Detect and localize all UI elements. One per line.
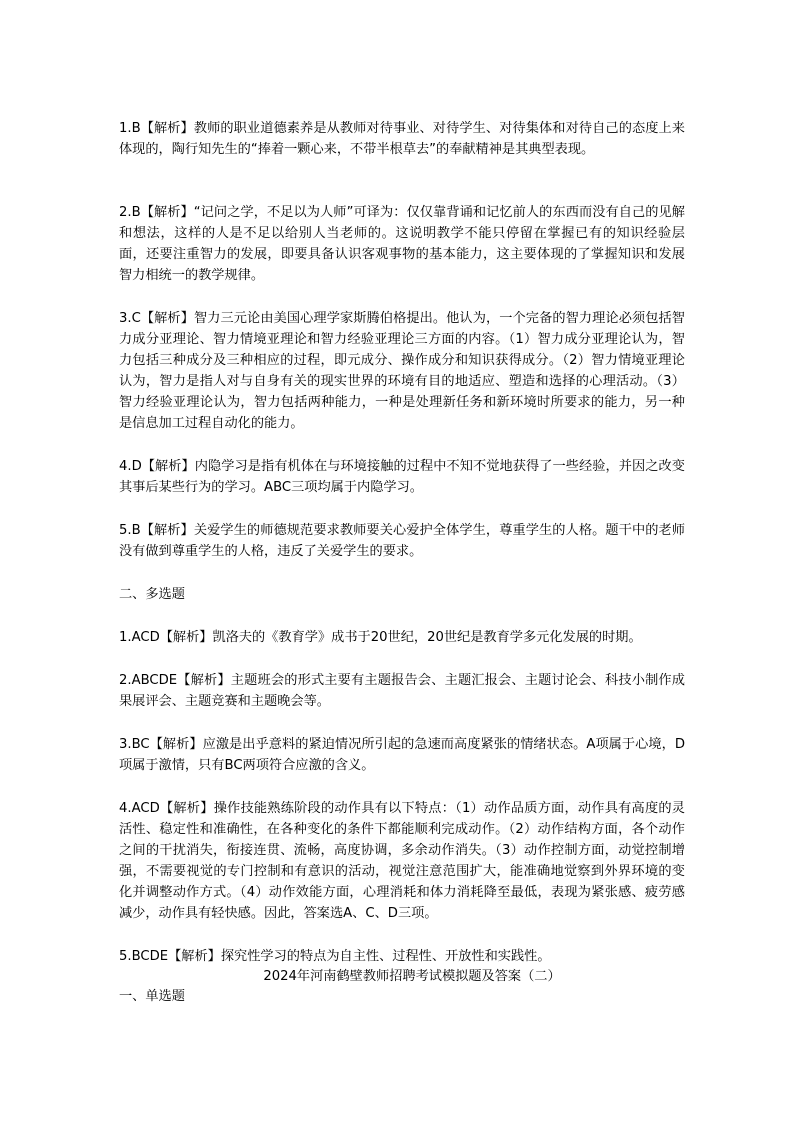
answer-single-2: 2.B【解析】“记问之学，不足以为人师”可译为：仅仅靠背诵和记忆前人的东西而没有自己的见解和想法，这样的人是不足以给别人当老师的。这说明教学不能只停留在掌握已有的知识经验层面，还要注重智力的发展，即要具备认识客观事物的基本能力，这主要体现的了掌握知识和发展智力相统一的教学规律。 — [119, 205, 685, 283]
section-heading-multi: 二、多选题 — [119, 587, 185, 602]
answer-multi-5: 5.BCDE【解析】探究性学习的特点为自主性、过程性、开放性和实践性。 — [119, 949, 551, 964]
answer-single-4: 4.D【解析】内隐学习是指有机体在与环境接触的过程中不知不觉地获得了一些经验，并因之改变其事后某些行为的学习。ABC三项均属于内隐学习。 — [119, 459, 685, 495]
answer-multi-3: 3.BC【解析】应激是出乎意料的紧迫情况所引起的急速而高度紧张的情绪状态。A项属于心境，D项属于激情，只有BC两项符合应激的含义。 — [119, 737, 685, 773]
section-heading-single: 一、单选题 — [119, 989, 185, 1004]
next-exam-title: 2024年河南鹤壁教师招聘考试模拟题及答案（二） — [263, 969, 561, 984]
answer-single-3: 3.C【解析】智力三元论由美国心理学家斯腾伯格提出。他认为，一个完备的智力理论必须包括智力成分亚理论、智力情境亚理论和智力经验亚理论三方面的内容。（1）智力成分亚理论认为，智力包括三种成分及三种相应的过程，即元成分、操作成分和知识获得成分。（2）智力情境亚理论认为，智力是指人对与自身有关的现实世界的环境有目的地适应、塑造和选择的心理活动。（3）智力经验亚理论认为，智力包括两种能力，一种是处理新任务和新环境时所要求的能力，另一种是信息加工过程自动化的能力。 — [119, 311, 685, 431]
document-content — [119, 118, 685, 1007]
answer-single-5: 5.B【解析】关爱学生的师德规范要求教师要关心爱护全体学生，尊重学生的人格。题干中的老师没有做到尊重学生的人格，违反了关爱学生的要求。 — [119, 523, 685, 559]
answer-multi-4: 4.ACD【解析】操作技能熟练阶段的动作具有以下特点：（1）动作品质方面，动作具有高度的灵活性、稳定性和准确性，在各种变化的条件下都能顺利完成动作。（2）动作结构方面，各个动作之间的干扰消失，衔接连贯、流畅，高度协调，多余动作消失。（3）动作控制方面，动觉控制增强，不需要视觉的专门控制和有意识的活动，视觉注意范围扩大，能准确地觉察到外界环境的变化并调整动作方式。（4）动作效能方面，心理消耗和体力消耗降至最低，表现为紧张感、疲劳感减少，动作具有轻快感。因此，答案选A、C、D三项。 — [119, 801, 685, 921]
answer-multi-2: 2.ABCDE【解析】主题班会的形式主要有主题报告会、主题汇报会、主题讨论会、科技小制作成果展评会、主题竞赛和主题晚会等。 — [119, 673, 685, 709]
answer-multi-1: 1.ACD【解析】凯洛夫的《教育学》成书于20世纪，20世纪是教育学多元化发展的时期。 — [119, 630, 642, 645]
answer-single-1: 1.B【解析】教师的职业道德素养是从教师对待事业、对待学生、对待集体和对待自己的态度上来体现的，陶行知先生的“捧着一颗心来，不带半根草去”的奉献精神是其典型表现。 — [119, 121, 685, 157]
